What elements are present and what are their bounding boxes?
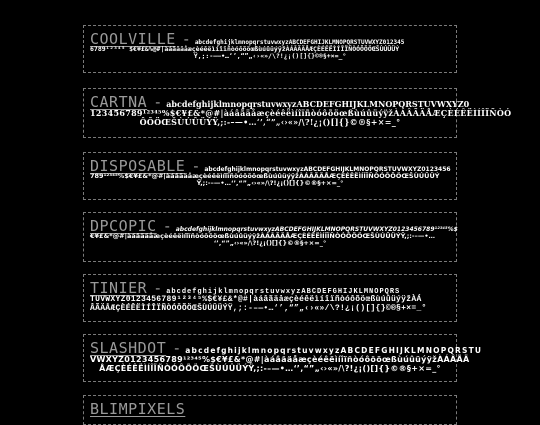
font-name-link[interactable]: DPCOPIC <box>90 217 157 235</box>
font-card-tinier <box>83 274 457 322</box>
glyph-sample-line: TUVWXYZ0123456789¹²³⁴⁵%$€¥£&*@#|àáâãäåæçèéêëìíîïñòóôõöœßùúûüýÿžÀÁ <box>90 295 422 304</box>
font-name-separator: - <box>153 93 163 111</box>
font-name-separator: - <box>172 339 182 357</box>
font-card-slashdot <box>83 334 483 382</box>
font-card-header <box>90 339 483 357</box>
glyph-sample-line: 123456789¹²³⁴⁵%$€¥£&*@#|àáâãäåæçèéêëìíîïñòóôõöœßùúûüýÿžÀÁÂÃÄÅÆÇÈÉÊËÌÍÎÏÑÒÓ <box>90 108 512 118</box>
font-card-header <box>90 157 450 173</box>
font-name-link[interactable]: COOLVILLE <box>90 30 176 48</box>
font-name-link[interactable]: CARTNA <box>90 93 148 111</box>
font-name-link[interactable]: BLIMPIXELS <box>90 400 186 418</box>
glyph-sample-line: ÅÆÇÈÉÊËÌÍÎÏÑÒÓÔÕÖŒŠÙÚÛÜÝŸ,;:-–—•…‘’‚“”„‹›«»/\?!¿¡()[]{}©®§+×=_° <box>99 364 441 374</box>
glyph-sample-line: abcdefghijklmnopqrstuvwxyzABCDEFGHIJKLMNOPQRS <box>166 288 401 296</box>
glyph-sample-line: 6789¹²³⁴⁵ $€¥£&%@#|àáâãäåæçèéêëìíîïñòóôõöœßùúûüýÿžÀÁÂÃÄÅÆÇÈÉÊËÌÍÎÏÑÒÓÔÕÖŒŠÙÚÛÜÝ <box>90 45 400 53</box>
font-card-header <box>90 279 450 295</box>
glyph-sample-line: Ÿ,;:-–—•…‘’‚“”„‹›«»/\?!¿¡()[]{}©®§+×=_° <box>193 52 347 61</box>
glyph-sample-line: abcdefghijklmnopqrstuvwxyzABCDEFGHIJKLMNOPQRSTU <box>185 346 483 355</box>
glyph-sample-line: €¥£&*@#|àáâãäåæçèéêëìíîïñòóôõöœßùúûüýÿžÀÁÂÃÄÅÆÇÈÉÊËÌÍÎÏÑÒÓÔÕÖŒŠÙÚÛÜÝŸ,;:-–—•… <box>90 232 435 240</box>
font-name-link[interactable]: DISPOSABLE <box>90 157 186 175</box>
font-name-link[interactable]: SLASHDOT <box>90 339 167 357</box>
font-name-separator: - <box>191 157 201 175</box>
font-card-header <box>90 93 470 111</box>
font-card-header <box>90 217 458 235</box>
glyph-sample-line: abcdefghijklmnopqrstuvwxyzABCDEFGHIJKLMNOPQRSTUVWXYZ0 <box>166 99 470 109</box>
glyph-sample-line: abcdefghijklmnopqrstuvwxyzABCDEFGHIJKLMNOPQRSTUVWXYZ0123456 <box>204 166 451 173</box>
font-name-separator: - <box>162 217 172 235</box>
glyph-sample-line: ‘’‚“”„‹›«»/\?!¿¡()[]{}©®§+×=_° <box>213 239 327 248</box>
font-card-blimpixels <box>83 395 457 425</box>
glyph-sample-line: ÂÃÄÅÆÇÈÉÊËÌÍÎÏÑÒÓÔÕÖŒŠÙÚÛÜÝŸ,;:-–—•…‘’‚“”„‹›«»/\?!¿¡()[]{}©®§+×=_° <box>90 304 427 314</box>
glyph-sample-line: Ÿ,;:-–—•…‘’‚“”„‹›«»/\?!¿¡()[]{}©®§+×=_° <box>196 179 344 188</box>
font-name-separator: - <box>153 279 163 297</box>
glyph-sample-line: abcdefghijklmnopqrstuvwxyzABCDEFGHIJKLMNOPQRSTUVWXYZ012345 <box>194 39 405 46</box>
font-card-coolville <box>83 25 457 73</box>
glyph-sample-line: ÔÕÖŒŠÙÚÛÜÝŸ,;:-–—•…‘’‚“”„‹›«»/\?!¿¡()[]{}©®§+×=_° <box>139 117 401 128</box>
glyph-sample-line: abcdefghijklmnopqrstuvwxyzABCDEFGHIJKLMNOPQRSTUVWXYZ0123456789¹²³⁴⁵%$ <box>175 226 458 233</box>
font-card-disposable <box>83 152 457 200</box>
glyph-sample-line: VWXYZ0123456789¹²³⁴⁵%$€¥£&*@#|àáâãäåæçèéêëìíîïñòóôõöœßùúûüýÿžÀÁÂÃÄ <box>90 355 470 364</box>
font-card-header <box>90 400 450 416</box>
font-card-dpcopic <box>83 212 457 262</box>
font-name-separator: - <box>181 30 191 48</box>
font-card-header <box>90 30 450 46</box>
font-name-link[interactable]: TINIER <box>90 279 148 297</box>
font-card-cartna <box>83 88 512 138</box>
glyph-sample-line: 789¹²³⁴⁵%$€¥£&*@#|àáâãäåæçèéêëìíîïñòóôõöœßùúûüýÿžÀÁÂÃÄÅÆÇÈÉÊËÌÍÎÏÑÒÓÔÕÖŒŠÙÚÛÜÝ <box>90 172 440 180</box>
